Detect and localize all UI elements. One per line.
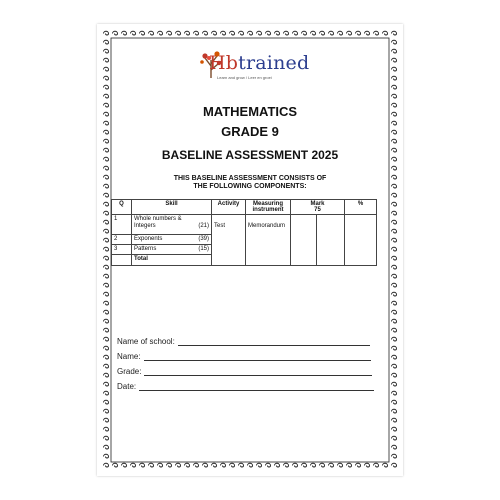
logo-brand-rest: trained — [238, 52, 310, 74]
grade-title: GRADE 9 — [221, 124, 279, 139]
instrument-value: Memorandum — [248, 223, 286, 229]
row-2-skill — [132, 235, 212, 245]
row-3-skill-label: Patterns — [134, 246, 157, 252]
header-mark — [291, 200, 345, 215]
date-label: Date: — [117, 382, 137, 391]
brand-logo — [209, 52, 309, 74]
header-mark-line-1: Mark — [310, 201, 325, 207]
activity-value: Test — [214, 223, 226, 229]
school-name-line[interactable] — [178, 337, 370, 346]
row-1-skill — [132, 215, 212, 235]
learner-name-label: Name: — [117, 352, 141, 361]
components-line-2: THE FOLLOWING COMPONENTS: — [193, 183, 307, 190]
learner-name-field — [117, 352, 371, 361]
subject-title: MATHEMATICS — [202, 104, 298, 119]
row-3-q: 3 — [112, 245, 132, 255]
grade-field — [117, 367, 372, 376]
header-activity: Activity — [212, 200, 246, 215]
header-measuring-line-1: Measuring — [252, 201, 283, 207]
components-table — [111, 199, 377, 266]
logo-tagline: Learn and grow / Leer en groei — [217, 75, 272, 80]
row-3-skill — [132, 245, 212, 255]
school-name-label: Name of school: — [117, 337, 175, 346]
school-name-field — [117, 337, 370, 346]
grade-label: Grade: — [117, 367, 142, 376]
logo-brand-first: Hb — [209, 52, 239, 74]
header-skill: Skill — [132, 200, 212, 215]
total-label: Total — [132, 255, 212, 266]
header-percent: % — [345, 200, 377, 215]
mark-cell-a — [291, 215, 317, 266]
total-q-cell — [112, 255, 132, 266]
learner-name-line[interactable] — [144, 352, 371, 361]
assessment-title: BASELINE ASSESSMENT 2025 — [161, 148, 339, 162]
instrument-cell — [246, 215, 291, 266]
activity-cell — [212, 215, 246, 266]
worksheet-page — [97, 24, 403, 476]
row-3-marks: (15) — [198, 246, 209, 252]
percent-cell — [345, 215, 377, 266]
header-q: Q — [112, 200, 132, 215]
row-1-q: 1 — [112, 215, 132, 235]
header-measuring-instrument — [246, 200, 291, 215]
header-measuring-line-2: instrument — [252, 207, 284, 213]
date-field — [117, 382, 374, 391]
grade-line[interactable] — [144, 367, 372, 376]
header-mark-line-2: 75 — [314, 207, 321, 213]
date-line[interactable] — [139, 382, 374, 391]
row-1-marks: (21) — [198, 223, 209, 229]
row-2-skill-label: Exponents — [134, 236, 163, 242]
table-header-row — [112, 200, 377, 215]
row-2-q: 2 — [112, 235, 132, 245]
row-1-skill-line-1: Whole numbers & — [134, 216, 182, 222]
row-2-marks: (39) — [198, 236, 209, 242]
table-row — [112, 215, 377, 235]
mark-cell-b — [317, 215, 345, 266]
row-1-skill-line-2: Integers — [134, 223, 156, 229]
components-heading — [97, 175, 403, 191]
components-line-1: THIS BASELINE ASSESSMENT CONSISTS OF — [173, 175, 327, 182]
